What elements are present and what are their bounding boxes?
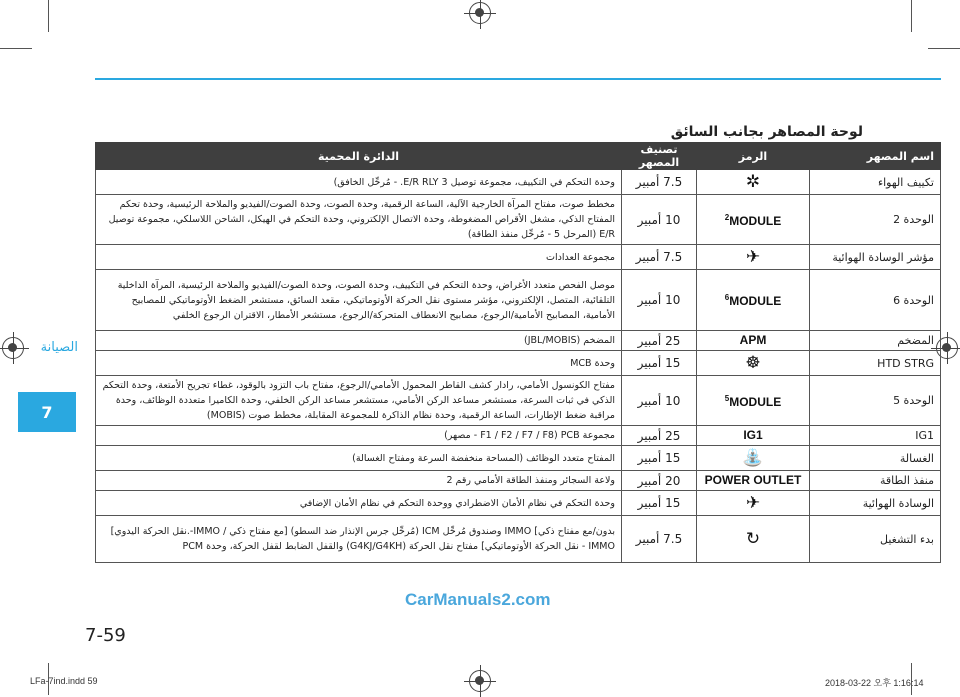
fuse-rating: 7.5 أمبير: [622, 516, 697, 563]
fuse-name: المضخم: [810, 331, 941, 351]
protected-circuit: موصل الفحص متعدد الأغراض، وحدة التحكم في التكييف، وحدة الصوت، وحدة الصوت/الفيديو والملاحة الرئيسية، المرآة الداخلية التلقائية، المتصل، الإلكتروني، مؤشر مستوى نقل الحركة الأوتوماتيكي، مقعد السائق، مستشعر الضغط الأوتوماتيكي للمصابيح الأمامية، المصابيح الأمامية/الرجوع، مصابيح الانعطاف المتحركة/الرجوع، مستشعر الأمطار، الاقتران الرجوع الخلفي: [96, 270, 622, 331]
protected-circuit: المضخم (JBL/MOBIS): [96, 331, 622, 351]
airbag-ind-icon: ✈: [745, 247, 761, 267]
fuse-symbol: [697, 491, 810, 516]
table-header-row: [96, 143, 941, 170]
registration-mark-icon: [469, 670, 491, 692]
header-symbol: الرمز: [697, 143, 810, 170]
table-row: [96, 245, 941, 270]
crop-mark: [911, 0, 912, 32]
header-rating: تصنيف المصهر: [622, 143, 697, 170]
table-row: [96, 331, 941, 351]
fuse-rating: 20 أمبير: [622, 471, 697, 491]
fuse-rating: 10 أمبير: [622, 270, 697, 331]
watermark: CarManuals2.com: [405, 590, 551, 609]
page-number: 7-59: [85, 625, 126, 646]
fuse-rating: 10 أمبير: [622, 195, 697, 245]
fuse-name: HTD STRG: [810, 351, 941, 376]
fuse-rating: 10 أمبير: [622, 376, 697, 426]
registration-mark-icon: [469, 2, 491, 24]
protected-circuit: المفتاح متعدد الوظائف (المساحة منخفضة السرعة ومفتاح الغسالة): [96, 446, 622, 471]
fuse-table: [95, 142, 941, 563]
symbol-label: MODULE: [729, 394, 782, 409]
footer-filename: LFa-7ind.indd 59: [30, 676, 98, 686]
protected-circuit: ولاعة السجائر ومنفذ الطاقة الأمامي رقم 2: [96, 471, 622, 491]
symbol-text: [740, 333, 767, 347]
fuse-symbol: [697, 446, 810, 471]
table-row: [96, 426, 941, 446]
fuse-name: الوسادة الهوائية: [810, 491, 941, 516]
symbol-text: [705, 473, 802, 487]
protected-circuit: مخطط صوت، مفتاح المرآة الخارجية الآلية، الساعة الرقمية، وحدة الصوت، وحدة الصوت/الفيديو والملاحة الرئيسية، وحدة تحكم المفتاح الذكي، مشغل الأقراص المضغوطة، وحدة الاتصال الإلكتروني، وحدة التحكم في الهيكل، الشاحن اللاسلكي، مجموعة توصيل E/R (المرحل 5 - مُرحِّل منفذ الطاقة): [96, 195, 622, 245]
fuse-name: بدء التشغيل: [810, 516, 941, 563]
fuse-symbol: [697, 170, 810, 195]
table-row: [96, 376, 941, 426]
symbol-label: APM: [739, 333, 767, 347]
fuse-name: مؤشر الوسادة الهوائية: [810, 245, 941, 270]
gear-icon: ✲: [745, 172, 761, 192]
chapter-tab: 7: [18, 392, 76, 432]
symbol-text: [725, 294, 781, 308]
table-row: [96, 195, 941, 245]
table-row: [96, 351, 941, 376]
fuse-symbol: [697, 516, 810, 563]
fuse-name: الوحدة 2: [810, 195, 941, 245]
fuse-name: الوحدة 5: [810, 376, 941, 426]
table-row: [96, 446, 941, 471]
symbol-label: IG1: [743, 428, 763, 442]
fuse-symbol: [697, 376, 810, 426]
protected-circuit: مفتاح الكونسول الأمامي، رادار كشف القاطر المحمول الأمامي/الرجوع، مفتاح باب التزود بالوقود، غطاء تجريح الأمتعة، وحدة التحكم الذكي في ثبات السرعة، مستشعر مساعد الركن الأمامي، مستشعر مساعد الركن الخلفي، وحدة الكاميرا متعددة الوظائف، وحدة مراقبة ضغط الإطارات، الساعة الرقمية، وحدة نظام الذاكرة للمجموعة المقابلة، مخطط صوت (MOBIS): [96, 376, 622, 426]
protected-circuit: وحدة التحكم في نظام الأمان الاضطرادي ووحدة التحكم في نظام الأمان الإضافي: [96, 491, 622, 516]
protected-circuit: مجموعة العدادات: [96, 245, 622, 270]
fuse-rating: 15 أمبير: [622, 351, 697, 376]
fuse-name: الوحدة 6: [810, 270, 941, 331]
protected-circuit: وحدة MCB: [96, 351, 622, 376]
table-row: [96, 270, 941, 331]
symbol-superscript: 6: [724, 293, 730, 302]
header-circuit: الدائرة المحمية: [96, 143, 622, 170]
crop-mark: [928, 48, 960, 49]
fuse-name: IG1: [810, 426, 941, 446]
fuse-rating: 15 أمبير: [622, 491, 697, 516]
table-row: [96, 491, 941, 516]
protected-circuit: مجموعة PCB (F1 / F2 / F7 / F8 - مصهر): [96, 426, 622, 446]
crop-mark: [0, 48, 32, 49]
symbol-label: POWER OUTLET: [704, 473, 802, 487]
symbol-superscript: 5: [724, 393, 730, 403]
crop-mark: [48, 0, 49, 32]
fuse-symbol: [697, 471, 810, 491]
fuse-rating: 25 أمبير: [622, 331, 697, 351]
symbol-text: [725, 214, 781, 228]
symbol-label: MODULE: [729, 294, 782, 308]
fuse-name: منفذ الطاقة: [810, 471, 941, 491]
header-name: اسم المصهر: [810, 143, 941, 170]
fuse-symbol: [697, 351, 810, 376]
protected-circuit: بدون/مع مفتاح ذكي] IMMO وصندوق مُرحِّل ICM (مُرحِّل جرس الإنذار ضد السطو) [مع مفتاح ذكي / IMMO-.نقل الحركة اليدوي] IMMO - نقل الحركة الأوتوماتيكي] مفتاح نقل الحركة (G4KJ/G4KH) والقفل الضابط لقفل الحركة، وحدة PCM: [96, 516, 622, 563]
steering-heat-icon: ☸: [745, 353, 761, 373]
table-body: [96, 170, 941, 563]
fuse-symbol: [697, 331, 810, 351]
section-side-label: الصيانة: [40, 340, 78, 355]
page-heading: لوحة المصاهر بجانب السائق: [670, 124, 863, 140]
fuse-rating: 15 أمبير: [622, 446, 697, 471]
fuse-name: تكييف الهواء: [810, 170, 941, 195]
fuse-symbol: [697, 195, 810, 245]
symbol-text: [743, 428, 762, 442]
fuse-rating: 25 أمبير: [622, 426, 697, 446]
fuse-symbol: [697, 270, 810, 331]
fuse-symbol: [697, 245, 810, 270]
fuse-symbol: [697, 426, 810, 446]
protected-circuit: وحدة التحكم في التكييف، مجموعة توصيل 3 E/R RLY. - مُرحِّل الخافق): [96, 170, 622, 195]
airbag-icon: ✈: [745, 493, 761, 513]
symbol-text: [725, 395, 781, 409]
washer-icon: ⛲: [742, 448, 764, 468]
fuse-rating: 7.5 أمبير: [622, 170, 697, 195]
symbol-superscript: 2: [724, 212, 730, 222]
table-row: [96, 516, 941, 563]
symbol-label: MODULE: [729, 213, 782, 228]
fuse-rating: 7.5 أمبير: [622, 245, 697, 270]
header-rule: [95, 78, 941, 80]
table-row: [96, 170, 941, 195]
fuse-name: الغسالة: [810, 446, 941, 471]
footer-date: 2018-03-22 오후 1:16:14: [825, 678, 924, 688]
start-icon: ↻: [745, 529, 761, 549]
table-row: [96, 471, 941, 491]
